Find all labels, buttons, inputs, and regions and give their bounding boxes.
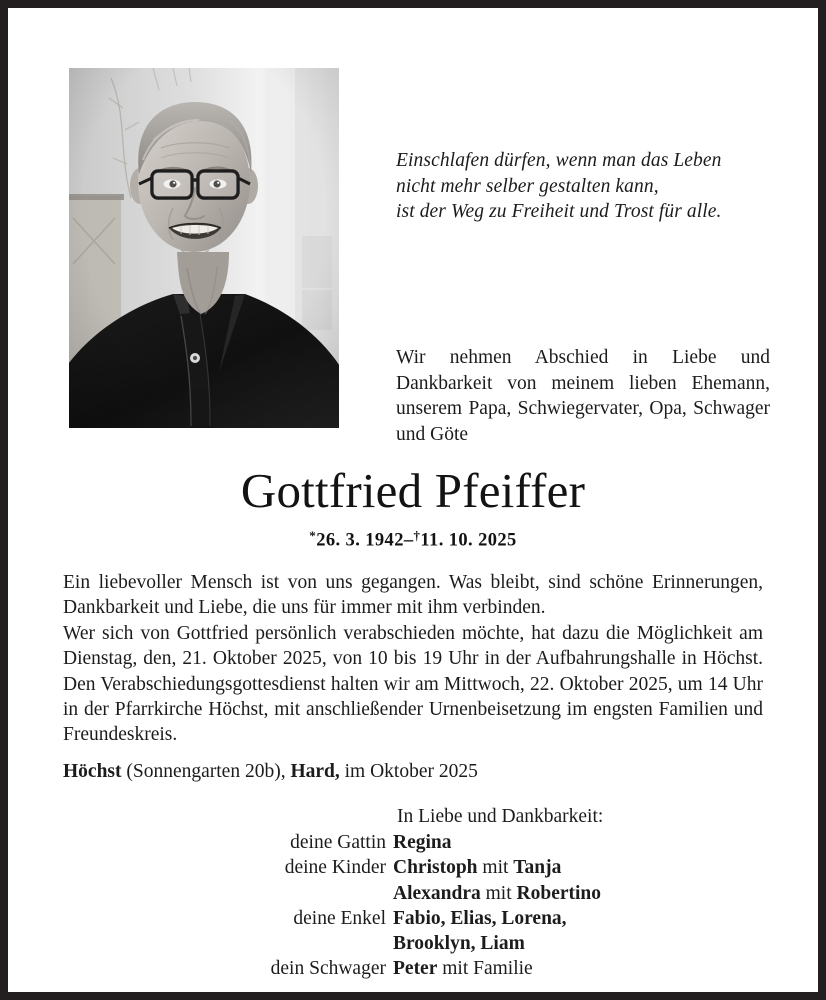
life-dates bbox=[8, 525, 818, 551]
family-partner: Tanja bbox=[513, 857, 562, 879]
birth-date: 26. 3. 1942 bbox=[316, 530, 404, 551]
deceased-name: Gottfried Pfeiffer bbox=[240, 463, 586, 518]
family-name: Brooklyn, Liam bbox=[393, 933, 525, 955]
family-name: Christoph bbox=[393, 857, 478, 879]
verse-line-1: Einschlafen dürfen, wenn man das Leben bbox=[396, 150, 722, 171]
place-and-date-line bbox=[63, 759, 763, 785]
family-names bbox=[393, 855, 818, 880]
verse-line-2: nicht mehr selber gestalten kann, bbox=[396, 175, 659, 197]
family-names bbox=[393, 956, 818, 981]
family-relation bbox=[8, 931, 393, 956]
family-connector: mit bbox=[437, 958, 474, 980]
birth-symbol: * bbox=[309, 528, 317, 543]
family-names bbox=[393, 881, 818, 906]
family-connector: mit bbox=[480, 882, 517, 904]
family-suffix: Familie bbox=[473, 958, 533, 980]
table-row bbox=[8, 830, 818, 855]
intro-text: Wir nehmen Abschied in Liebe und Dankbarkeit von meinem lieben Ehemann, unserem Papa, Schwiegervater, bbox=[396, 347, 770, 419]
family-list bbox=[8, 804, 818, 982]
family-names bbox=[393, 931, 818, 956]
family-name: Fabio, Elias, Lorena, bbox=[393, 907, 567, 929]
table-row bbox=[8, 855, 818, 880]
portrait-photo-image bbox=[69, 68, 339, 428]
portrait-photo bbox=[69, 68, 339, 428]
verse-line-3: ist der Weg zu Freiheit und Trost für alle. bbox=[396, 201, 722, 222]
family-names bbox=[393, 830, 818, 855]
date-separator: – bbox=[403, 530, 414, 551]
family-list-heading: In Liebe und Dankbarkeit: bbox=[397, 806, 604, 827]
obituary-body bbox=[63, 570, 763, 748]
family-names bbox=[393, 906, 818, 931]
top-area bbox=[8, 8, 818, 445]
family-relation: deine Enkel bbox=[293, 907, 386, 929]
notice-page bbox=[8, 8, 818, 992]
place-address: (Sonnengarten 20b), bbox=[121, 761, 291, 782]
family-name: Regina bbox=[393, 832, 452, 853]
body-paragraph-1: Ein liebevoller Mensch ist von uns gegangen. Was bleibt, sind schöne Erinnerungen, Dankbarkeit und Liebe, die uns für immer mit ihm verbinden. bbox=[63, 572, 763, 619]
intro-paragraph bbox=[396, 345, 770, 447]
family-relation: dein Schwager bbox=[270, 958, 386, 980]
family-relation: deine Kinder bbox=[284, 857, 386, 879]
notice-month: im Oktober 2025 bbox=[339, 761, 478, 782]
place-secondary: Hard, bbox=[290, 761, 340, 782]
family-connector: mit bbox=[477, 857, 514, 879]
family-name: Alexandra bbox=[393, 882, 481, 904]
name-block bbox=[8, 463, 818, 551]
table-row bbox=[8, 906, 818, 931]
family-name: Peter bbox=[393, 958, 438, 980]
death-symbol: † bbox=[413, 528, 421, 543]
table-row bbox=[8, 881, 818, 906]
family-relation: deine Gattin bbox=[290, 832, 386, 853]
family-table bbox=[8, 830, 818, 982]
death-date: 11. 10. 2025 bbox=[420, 530, 517, 551]
family-relation bbox=[8, 881, 393, 906]
family-partner: Robertino bbox=[516, 882, 602, 904]
memorial-verse bbox=[396, 148, 776, 225]
body-paragraph-2: Wer sich von Gottfried persönlich verabschieden möchte, hat dazu die Möglichkeit am Dienstag, den, 21. Oktober 2025, von 10 bis 19 Uhr in der Aufbahrungshalle in Höchst. Den Verabschiedungsgottesdienst halten wir am Mittwoch, 22. Oktober 2025, um 14 Uhr in der Pfarrkirche Höchst, mit anschließender Urnenbeisetzung im engsten Familien und Freundeskreis. bbox=[63, 622, 763, 746]
table-row bbox=[8, 956, 818, 981]
intro-last-line: Opa, Schwager und Göte bbox=[396, 398, 771, 445]
table-row bbox=[8, 931, 818, 956]
place-primary: Höchst bbox=[63, 761, 122, 782]
